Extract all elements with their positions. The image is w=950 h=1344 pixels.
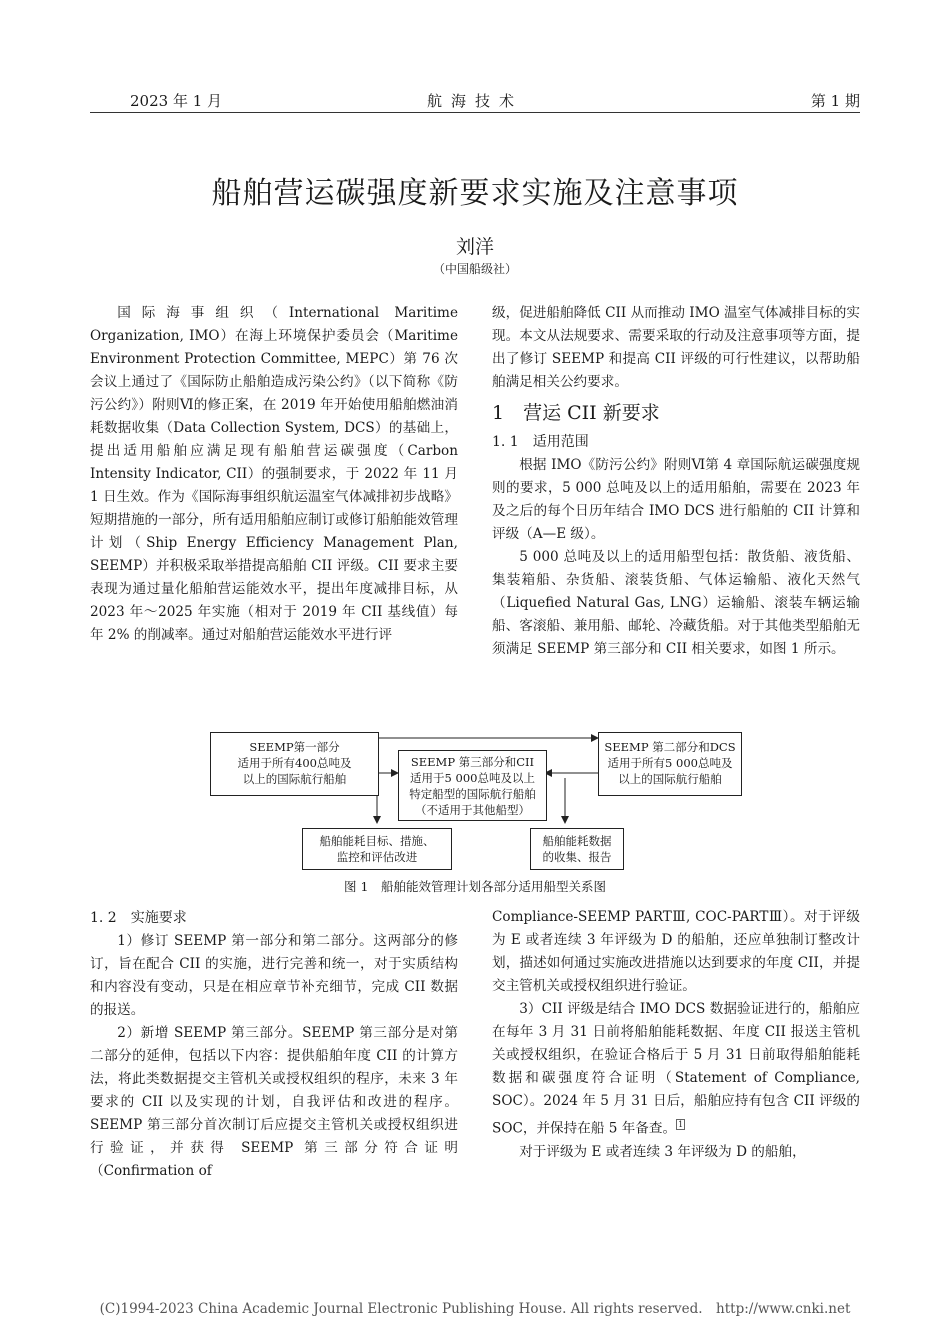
box-energy-data: [530, 828, 624, 870]
requirement-paragraph-3: [492, 998, 860, 1141]
box1-line3: 以上的国际航行船舶: [242, 772, 347, 786]
requirement-continuation: Compliance-SEEMP PARTⅢ, COC-PARTⅢ）。对于评级为 E 或者连续 3 年评级为 D 的船舶，还应单独制订整改计划，描述如何通过实施改进措施以达到要求的年度 CII，并提交主管机关或授权组织进行验证。: [492, 909, 860, 994]
box3-line2: 适用于所有5 000总吨及: [607, 756, 733, 770]
box-energy-targets: [302, 828, 452, 870]
box3-line1: SEEMP 第二部分和DCS: [604, 740, 736, 754]
box2-line2: 适用于5 000总吨及以上: [410, 771, 535, 785]
box-seemp-part1: [210, 732, 379, 796]
box-seemp-part2-dcs: [598, 732, 742, 796]
section-heading-1-1: 1. 1 适用范围: [492, 434, 589, 450]
section-heading-1: 1 营运 CII 新要求: [492, 402, 660, 424]
column-right-bottom: [492, 906, 860, 1164]
box2-line3: 特定船型的国际航行船舶: [409, 787, 536, 801]
requirement-paragraph-4: 对于评级为 E 或者连续 3 年评级为 D 的船舶，: [519, 1143, 806, 1160]
box1-line1: SEEMP第一部分: [249, 740, 340, 754]
column-right-top: [492, 302, 860, 661]
box-seemp-part3-cii: [398, 750, 547, 821]
requirement-paragraph-1: 1）修订 SEEMP 第一部分和第二部分。这两部分的修订，旨在配合 CII 的实施，进行完善和统一，对于实质结构和内容没有变动，只是在相应章节补充细节，完成 CII 数据的报送。: [90, 933, 458, 1018]
paper-title: 船舶营运碳强度新要求实施及注意事项: [211, 176, 739, 211]
copyright-footer: (C)1994-2023 China Academic Journal Electronic Publishing House. All rights reserved. http://www.cnki.net: [99, 1301, 851, 1317]
intro-paragraph: 国际海事组织（International Maritime Organization, IMO）在海上环境保护委员会（Maritime Environment Protection Committee, MEPC）第 76 次会议上通过了《国际防止船舶造成污染公约》（以下简称《防污公约》）附则Ⅵ的修正案，在 2019 年开始使用船舶燃油消耗数据收集（Data Collection System, DCS）的基础上，提出适用船舶应满足现有船舶营运碳强度（Carbon Intensity Indicator, CII）的强制要求，于 2022 年 11 月 1 日生效。作为《国际海事组织航运温室气体减排初步战略》短期措施的一部分，所有适用船舶应制订或修订船舶能效管理计划（Ship Energy Efficiency Management Plan, SEEMP）并积极采取举措提高船舶 CII 评级。CII 要求主要表现为通过量化船舶营运能效水平，提出年度减排目标，从 2023 年～2025 年实施（相对于 2019 年 CII 基线值）每年 2% 的削减率。通过对船舶营运能效水平进行评: [90, 305, 458, 643]
section-heading-1-2: 1. 2 实施要求: [90, 910, 187, 926]
scope-paragraph-2: 5 000 总吨及以上的适用船型包括：散货船、液货船、集装箱船、杂货船、滚装货船、气体运输船、液化天然气（Liquefied Natural Gas, LNG）运输船、滚装车辆运输船、客滚船、兼用船、邮轮、冷藏货船。对于其他类型船舶无须满足 SEEMP 第三部分和 CII 相关要求，如图 1 所示。: [492, 549, 860, 657]
figure-caption: 图 1 船舶能效管理计划各部分适用船型关系图: [344, 879, 606, 894]
box2-line1: SEEMP 第三部分和CII: [410, 755, 535, 769]
reference-marker: 1: [678, 1120, 684, 1129]
box4-line1: 船舶能耗目标、措施、: [319, 834, 435, 848]
issue-number: 第 1 期: [810, 92, 860, 110]
figure-1-diagram: [205, 728, 745, 873]
column-left-top: [90, 302, 458, 647]
box3-line3: 以上的国际航行船舶: [618, 772, 722, 786]
box5-line2: 的收集、报告: [542, 850, 612, 864]
header-date: 2023 年 1 月: [130, 92, 223, 110]
journal-name: 航海技术: [426, 92, 523, 110]
author: 刘洋: [455, 236, 494, 258]
scope-paragraph-1: 根据 IMO《防污公约》附则Ⅵ第 4 章国际航运碳强度规则的要求，5 000 总吨及以上的适用船舶，需要在 2023 年及之后的每个日历年结合 IMO DCS 进行船舶的 CII 计算和评级（A—E 级）。: [492, 457, 860, 542]
requirement-paragraph-2: 2）新增 SEEMP 第三部分。SEEMP 第三部分是对第二部分的延伸，包括以下内容：提供船舶年度 CII 的计算方法，将此类数据提交主管机关或授权组织的程序，未来 3 年要求的 CII 以及实现的计划，自我评估和改进的程序。SEEMP 第三部分首次制订后应提交主管机关或授权组织进行验证，并获得 SEEMP 第三部分符合证明（Confirmation of: [90, 1025, 458, 1179]
intro-continuation: 级，促进船舶降低 CII 从而推动 IMO 温室气体减排目标的实现。本文从法规要求、需要采取的行动及注意事项等方面，提出了修订 SEEMP 和提高 CII 评级的可行性建议，以帮助船舶满足相关公约要求。: [492, 305, 860, 390]
box2-line4: （不适用于其他船型）: [415, 803, 530, 817]
box5-line1: 船舶能耗数据: [542, 834, 612, 848]
requirement-paragraph-3-text: 3）CII 评级是结合 IMO DCS 数据验证进行的，船舶应在每年 3 月 31 日前将船舶能耗数据、年度 CII 报送主管机关或授权组织，在验证合格后于 5 月 31 日前取得船舶能耗数据和碳强度符合证明（Statement of Compliance, SOC）。2024 年 5 月 31 日后，船舶应持有包含 CII 评级的 SOC，并保持在船 5 年备查。: [492, 1001, 860, 1137]
column-left-bottom: [90, 906, 458, 1183]
box1-line2: 适用于所有400总吨及: [237, 756, 352, 770]
box4-line2: 监控和评估改进: [336, 850, 418, 864]
running-header: [90, 86, 860, 113]
affiliation: （中国船级社）: [432, 262, 517, 276]
